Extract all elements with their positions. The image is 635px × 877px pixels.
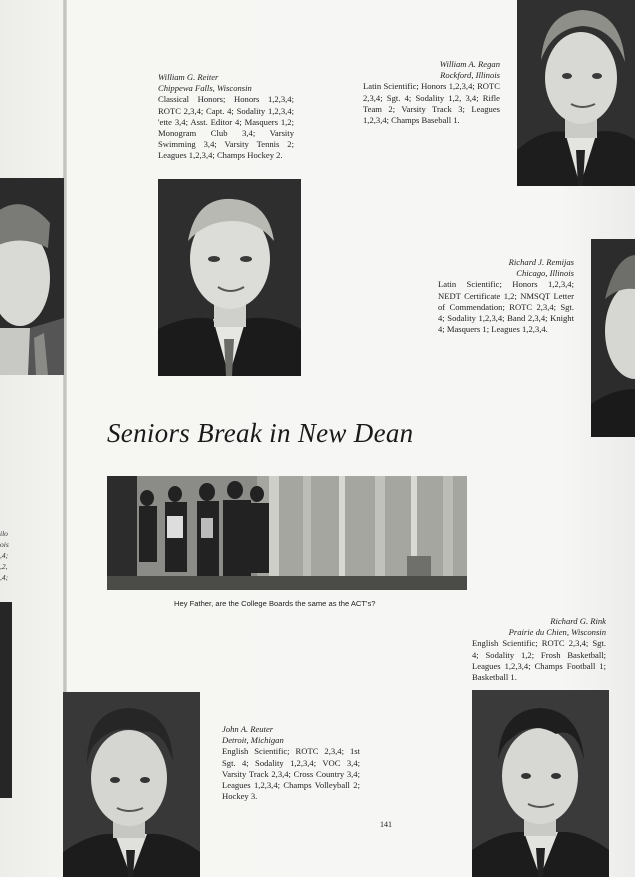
- senior-name: John A. Reuter: [222, 724, 274, 734]
- bio-john-reuter: [222, 724, 360, 802]
- portrait-richard-remijas: [591, 239, 635, 437]
- senior-activities: English Scientific; ROTC 2,3,4; 1st Sgt. 4; Sodality 1,2,3,4; VOC 3,4; Varsity Track 2,3,4; Cross Country 3,4; Leagues 1,2,3,4; Champs Volleyball 2; Hockey 3.: [222, 746, 360, 802]
- bio-richard-remijas: [438, 257, 574, 335]
- senior-activities: Latin Scientific; Honors 1,2,3,4; NEDT Certificate 1,2; NMSQT Letter of Commendation; ROTC 2,3,4; Sgt. 4; Sodality 1,2,3,4; Band 2,3,4; Knight 4; Masquers 1; Leagues 1,2,3,4.: [438, 279, 574, 335]
- senior-hometown: Chippewa Falls, Wisconsin: [158, 83, 252, 94]
- senior-name: Richard G. Rink: [550, 616, 606, 626]
- bio-richard-rink: [472, 616, 606, 683]
- senior-name: Richard J. Remijas: [508, 257, 574, 267]
- fragment-line: ,4;: [0, 573, 9, 582]
- bio-william-reiter: [158, 72, 294, 162]
- portrait-richard-rink: [472, 690, 609, 877]
- senior-name: William G. Reiter: [158, 72, 219, 82]
- senior-name: William A. Regan: [439, 59, 500, 69]
- left-page-text-fragment: [0, 528, 9, 583]
- photo-caption: Hey Father, are the College Boards the same as the ACT's?: [174, 599, 376, 608]
- portrait-john-reuter: [63, 692, 200, 877]
- portrait-william-reiter: [158, 179, 301, 376]
- portrait-william-regan: [517, 0, 635, 186]
- left-page-portrait-bottom: [0, 602, 12, 798]
- senior-activities: Latin Scientific; Honors 1,2,3,4; ROTC 2,3,4; Sgt. 4; Sodality 1,2, 3,4; Rifle Team 2; Varsity Track 3; Leagues 1,2,3,4; Champs Baseball 1.: [363, 81, 500, 126]
- section-title: Seniors Break in New Dean: [107, 418, 414, 448]
- fragment-line: ilo: [0, 529, 8, 538]
- page-number: 141: [380, 820, 392, 829]
- fragment-line: ,4;: [0, 551, 9, 560]
- senior-activities: Classical Honors; Honors 1,2,3,4; ROTC 2,3,4; Capt. 4; Sodality 1,2,3,4; 'ette 3,4; Asst. Editor 4; Masquers 1,2; Monogram Club 3,4; Varsity Swimming 3,4; Varsity Tennis 2; Leagues 1,2,3,4; Champs Hockey 2.: [158, 94, 294, 161]
- left-page-portrait-top: [0, 178, 64, 375]
- fragment-line: ois: [0, 540, 9, 549]
- fragment-line: ,2,: [0, 562, 8, 571]
- senior-hometown: Prairie du Chien, Wisconsin: [508, 627, 606, 638]
- senior-hometown: Chicago, Illinois: [516, 268, 574, 279]
- candid-hallway-photo: [107, 476, 467, 590]
- senior-hometown: Rockford, Illinois: [440, 70, 500, 81]
- senior-hometown: Detroit, Michigan: [222, 735, 284, 746]
- senior-activities: English Scientific; ROTC 2,3,4; Sgt. 4; Sodality 1,2; Frosh Basketball; Leagues 1,2,3,4; Champs Football 1; Basketball 1.: [472, 638, 606, 683]
- bio-william-regan: [363, 59, 500, 126]
